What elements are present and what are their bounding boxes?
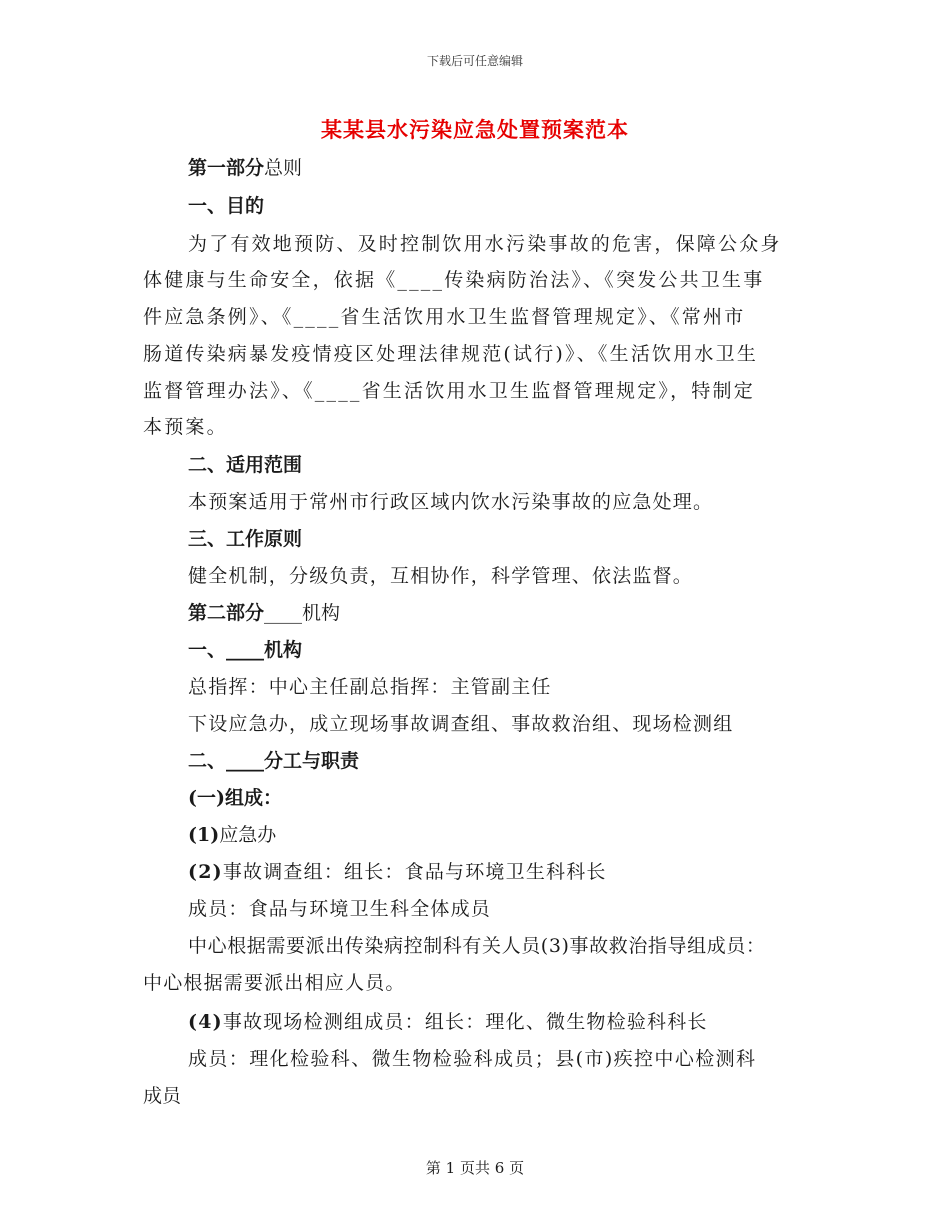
page-footer: 第 1 页共 6 页 (425, 1159, 525, 1177)
scope-text: 本预案适用于常州市行政区域内饮水污染事故的应急处理。 (188, 491, 714, 513)
purpose-line-2: 体健康与生命安全，依据《____传染病防治法》、《突发公共卫生事 (143, 269, 765, 291)
part2-heading-bold: 第二部分 (188, 602, 265, 624)
org-heading: 一、____机构 (188, 639, 303, 661)
part1-heading (188, 156, 302, 180)
purpose-line-3: 件应急条例》、《____省生活饮用水卫生监督管理规定》、《常州市 (143, 306, 746, 328)
part1-heading-bold: 第一部分 (188, 157, 265, 179)
duties-item-1: (1)应急办 (188, 824, 277, 846)
page-header-note: 下载后可任意编辑 (426, 54, 523, 68)
principle-text: 健全机制，分级负责，互相协作，科学管理、依法监督。 (188, 565, 694, 587)
duties-members-2: 成员：理化检验科、微生物检验科成员；县(市)疾控中心检测科 (188, 1048, 757, 1070)
duties-line-a: 中心根据需要派出传染病控制科有关人员(3)事故救治指导组成员： (188, 935, 766, 957)
scope-heading: 二、适用范围 (188, 454, 303, 476)
duties-sub-heading: (一)组成： (188, 787, 282, 809)
purpose-line-4: 肠道传染病暴发疫情疫区处理法律规范(试行)》、《生活饮用水卫生 (143, 343, 759, 365)
duties-line-b: 中心根据需要派出相应人员。 (143, 972, 406, 994)
part2-heading (188, 601, 340, 625)
duties-members-2-end: 成员 (143, 1085, 182, 1107)
purpose-line-1: 为了有效地预防、及时控制饮用水污染事故的危害，保障公众身 (188, 233, 782, 255)
purpose-line-5: 监督管理办法》、《____省生活饮用水卫生监督管理规定》，特制定 (143, 380, 755, 402)
duties-heading: 二、____分工与职责 (188, 750, 360, 772)
org-line-1: 总指挥：中心主任副总指挥：主管副主任 (188, 676, 552, 698)
principle-heading: 三、工作原则 (188, 528, 303, 550)
duties-members-1: 成员：食品与环境卫生科全体成员 (188, 898, 492, 920)
part2-heading-rest: ____机构 (264, 602, 341, 624)
duties-item-4: (4)事故现场检测组成员：组长：理化、微生物检验科科长 (188, 1011, 708, 1033)
document-title: 某某县水污染应急处置预案范本 (321, 117, 629, 142)
purpose-line-6: 本预案。 (143, 416, 228, 438)
duties-item-2: (2)事故调查组：组长：食品与环境卫生科科长 (188, 861, 607, 883)
purpose-heading: 一、目的 (188, 195, 265, 217)
part1-heading-rest: 总则 (264, 157, 303, 179)
org-line-2: 下设应急办，成立现场事故调查组、事故救治组、现场检测组 (188, 713, 734, 735)
